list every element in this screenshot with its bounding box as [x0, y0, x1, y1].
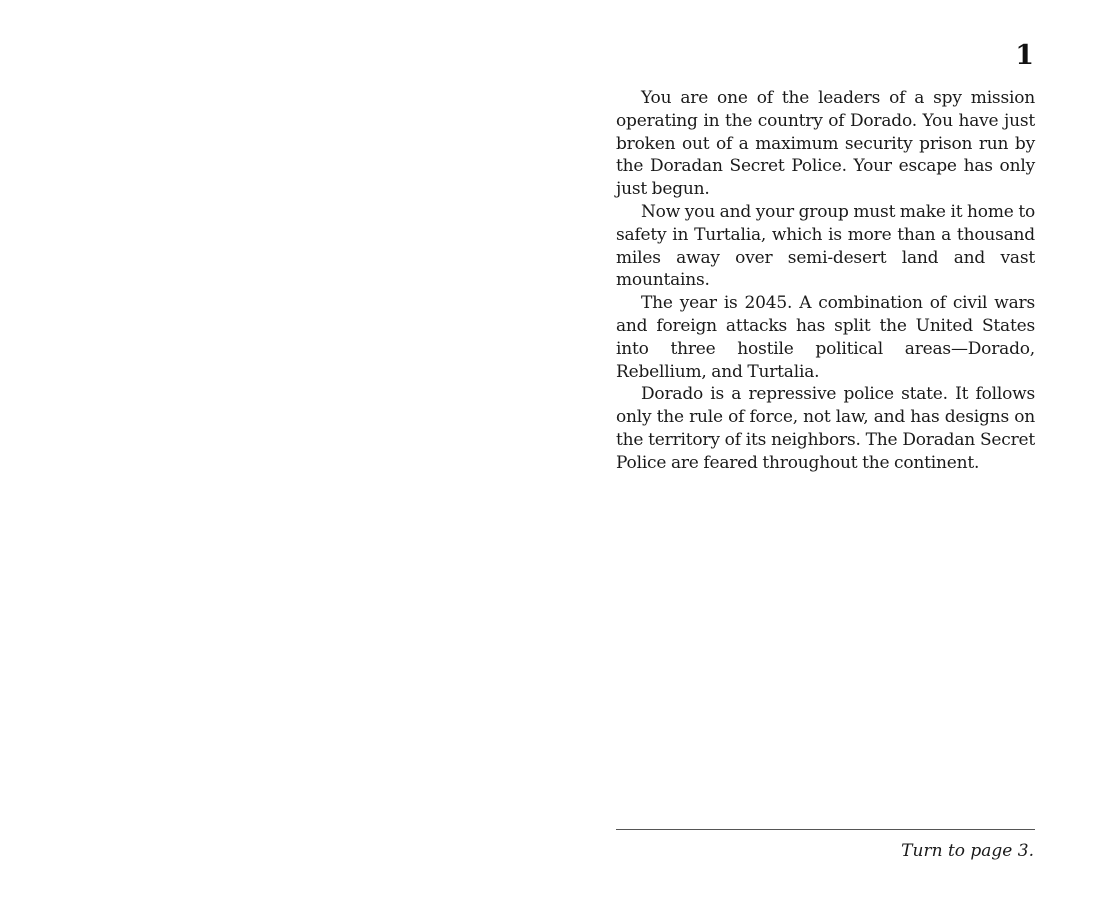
paragraph: You are one of the leaders of a spy mission operating in the country of Dorado. You have just broken out of a maximum security prison run by the Doradan Secret Police. Your escape has only just begun. [616, 88, 1035, 200]
footer-divider [616, 829, 1035, 830]
turn-to-page-instruction: Turn to page 3. [901, 841, 1034, 861]
right-page [550, 0, 1100, 903]
paragraph: Now you and your group must make it home to safety in Turtalia, which is more than a thousand miles away over semi-desert land and vast mountains. [616, 201, 1035, 291]
paragraph: Dorado is a repressive police state. It follows only the rule of force, not law, and has designs on the territory of its neighbors. The Doradan Secret Police are feared throughout the continent. [616, 384, 1035, 473]
story-text [616, 87, 1035, 475]
page-number: 1 [1015, 40, 1034, 71]
paragraph: The year is 2045. A combination of civil wars and foreign attacks has split the United States into three hostile political areas—Dorado, Rebellium, and Turtalia. [616, 293, 1035, 382]
